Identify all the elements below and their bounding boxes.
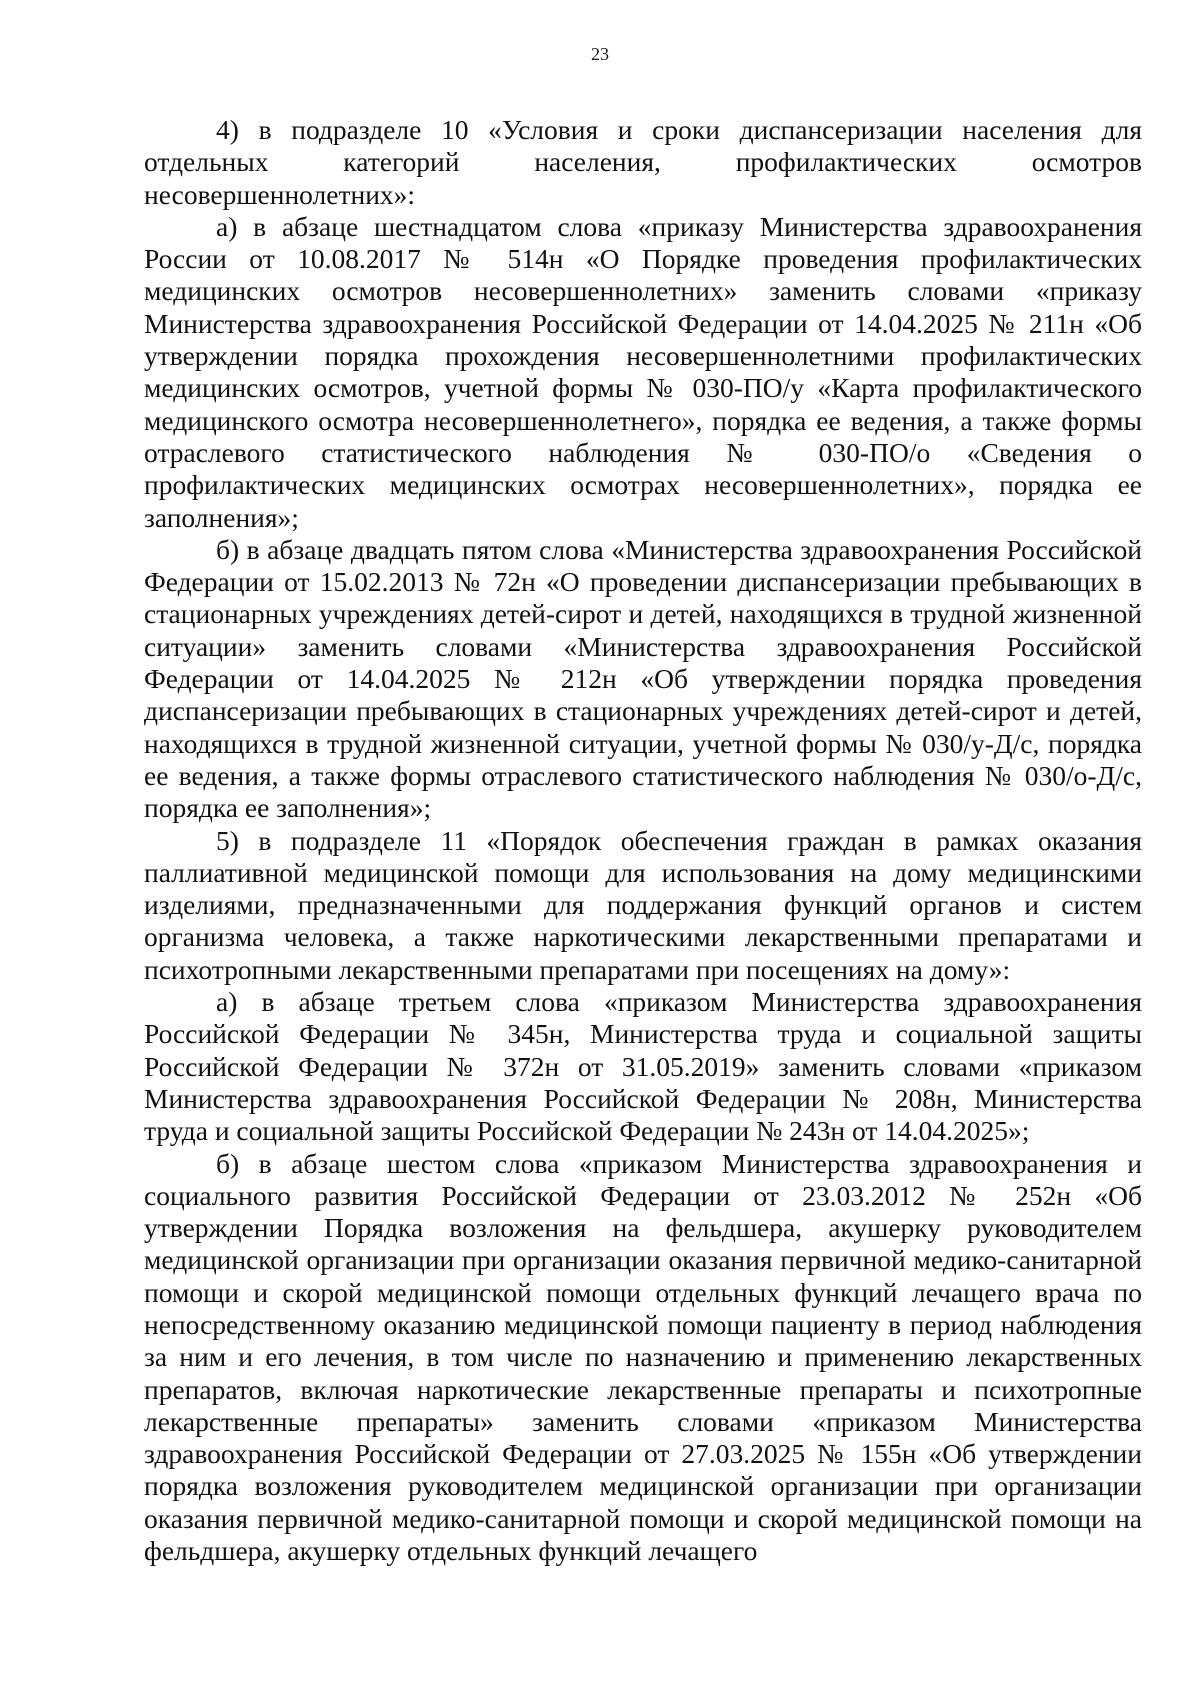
paragraph-item-5: 5) в подразделе 11 «Порядок обеспечения граждан в рамках оказания паллиативной медицинской помощи для использования на дому медицинскими изделиями, предназначенными для поддержания функций органов и систем организма человека, а также наркотическими лекарственными препаратами и психотропными лекарственными препаратами при посещениях на дому»:	[144, 824, 1142, 985]
paragraph-item-5a: а) в абзаце третьем слова «приказом Министерства здравоохранения Российской Федерации № 345н, Министерства труда и социальной защиты Российской Федерации № 372н от 31.05.2019» заменить словами «приказом Министерства здравоохранения Российской Федерации № 208н, Министерства труда и социальной защиты Российской Федерации № 243н от 14.04.2025»;	[144, 986, 1142, 1147]
paragraph-item-4b: б) в абзаце двадцать пятом слова «Министерства здравоохранения Российской Федерации от 15.02.2013 № 72н «О проведении диспансеризации пребывающих в стационарных учреждениях детей-сирот и детей, находящихся в трудной жизненной ситуации» заменить словами «Министерства здравоохранения Российской Федерации от 14.04.2025 № 212н «Об утверждении порядка проведения диспансеризации пребывающих в стационарных учреждениях детей-сирот и детей, находящихся в трудной жизненной ситуации, учетной формы № 030/у-Д/с, порядка ее ведения, а также формы отраслевого статистического наблюдения № 030/о-Д/с, порядка ее заполнения»;	[144, 533, 1142, 824]
paragraph-item-5b: б) в абзаце шестом слова «приказом Министерства здравоохранения и социального развития Российской Федерации от 23.03.2012 № 252н «Об утверждении Порядка возложения на фельдшера, акушерку руководителем медицинской организации при организации оказания первичной медико-санитарной помощи и скорой медицинской помощи отдельных функций лечащего врача по непосредственному оказанию медицинской помощи пациенту в период наблюдения за ним и его лечения, в том числе по назначению и применению лекарственных препаратов, включая наркотические лекарственные препараты и психотропные лекарственные препараты» заменить словами «приказом Министерства здравоохранения Российской Федерации от 27.03.2025 № 155н «Об утверждении порядка возложения руководителем медицинской организации при организации оказания первичной медико-санитарной помощи и скорой медицинской помощи на фельдшера, акушерку отдельных функций лечащего	[144, 1147, 1142, 1567]
paragraph-item-4a: а) в абзаце шестнадцатом слова «приказу Министерства здравоохранения России от 10.08.2017 № 514н «О Порядке проведения профилактических медицинских осмотров несовершеннолетних» заменить словами «приказу Министерства здравоохранения Российской Федерации от 14.04.2025 № 211н «Об утверждении порядка прохождения несовершеннолетними профилактических медицинских осмотров, учетной формы № 030-ПО/у «Карта профилактического медицинского осмотра несовершеннолетнего», порядка ее ведения, а также формы отраслевого статистического наблюдения № 030-ПО/о «Сведения о профилактических медицинских осмотрах несовершеннолетних», порядка ее заполнения»;	[144, 210, 1142, 533]
paragraph-item-4: 4) в подразделе 10 «Условия и сроки диспансеризации населения для отдельных категорий населения, профилактических осмотров несовершеннолетних»:	[144, 114, 1142, 210]
page-number: 23	[591, 44, 609, 64]
document-body	[144, 114, 1142, 1567]
